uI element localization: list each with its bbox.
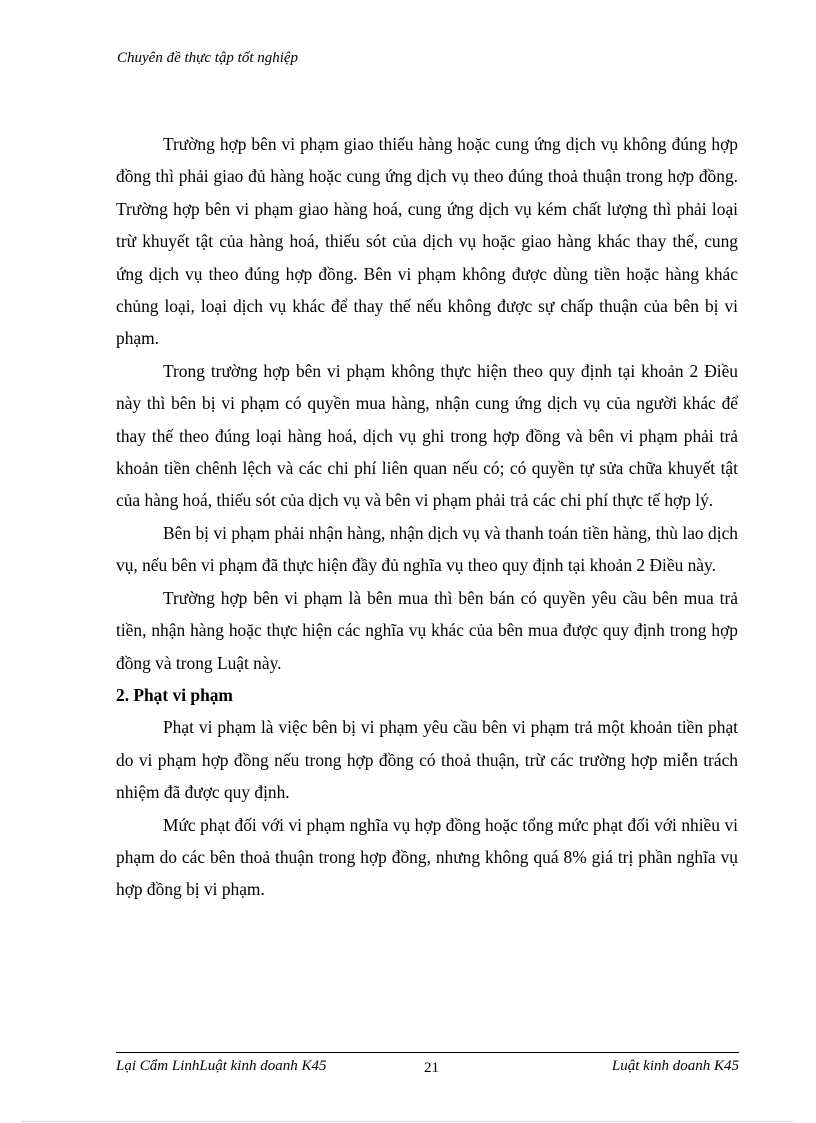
page-number: 21 — [424, 1060, 439, 1076]
page-footer — [116, 1056, 739, 1078]
section-paragraph: Mức phạt đối với vi phạm nghĩa vụ hợp đồng hoặc tổng mức phạt đối với nhiều vi phạm do các bên thoả thuận trong hợp đồng, nhưng không quá 8% giá trị phần nghĩa vụ hợp đồng bị vi phạm. — [116, 814, 738, 900]
document-body — [116, 128, 738, 906]
body-paragraph: Bên bị vi phạm phải nhận hàng, nhận dịch vụ và thanh toán tiền hàng, thù lao dịch vụ, nếu bên vi phạm đã thực hiện đầy đủ nghĩa vụ theo quy định tại khoản 2 Điều này. — [116, 522, 738, 576]
footer-course: Luật kinh doanh K45 — [611, 1058, 739, 1074]
section-paragraph: Phạt vi phạm là việc bên bị vi phạm yêu cầu bên vi phạm trả một khoản tiền phạt do vi phạm hợp đồng nếu trong hợp đồng có thoả thuận, trừ các trường hợp miễn trách nhiệm đã được quy định. — [116, 717, 738, 803]
body-paragraph: Trong trường hợp bên vi phạm không thực hiện theo quy định tại khoản 2 Điều này thì bên bị vi phạm có quyền mua hàng, nhận cung ứng dịch vụ của người khác để thay thế theo đúng loại hàng hoá, dịch vụ ghi trong hợp đồng và bên vi phạm phải trả khoản tiền chênh lệch và các chi phí liên quan nếu có; có quyền tự sửa chữa khuyết tật của hàng hoá, thiếu sót của dịch vụ và bên vi phạm phải trả các chi phí thực tế hợp lý. — [116, 360, 738, 511]
body-paragraph: Trường hợp bên vi phạm giao thiếu hàng hoặc cung ứng dịch vụ không đúng hợp đồng thì phải giao đủ hàng hoặc cung ứng dịch vụ theo đúng thoả thuận trong hợp đồng. Trường hợp bên vi phạm giao hàng hoá, cung ứng dịch vụ kém chất lượng thì phải loại trừ khuyết tật của hàng hoá, thiếu sót của dịch vụ hoặc giao hàng khác thay thế, cung ứng dịch vụ theo đúng hợp đồng. Bên vi phạm không được dùng tiền hoặc hàng khác chủng loại, loại dịch vụ khác để thay thế nếu không được sự chấp thuận của bên bị vi phạm. — [116, 134, 738, 349]
footer-author: Lại Cẩm LinhLuật kinh doanh K45 — [116, 1058, 327, 1074]
body-paragraph: Trường hợp bên vi phạm là bên mua thì bên bán có quyền yêu cầu bên mua trả tiền, nhận hàng hoặc thực hiện các nghĩa vụ khác của bên mua được quy định trong hợp đồng và trong Luật này. — [116, 587, 738, 673]
footer-divider — [116, 1052, 739, 1053]
page-header: Chuyên đề thực tập tốt nghiệp — [117, 50, 299, 66]
section-heading: 2. Phạt vi phạm — [116, 684, 233, 705]
page-boundary-line — [22, 1121, 794, 1122]
